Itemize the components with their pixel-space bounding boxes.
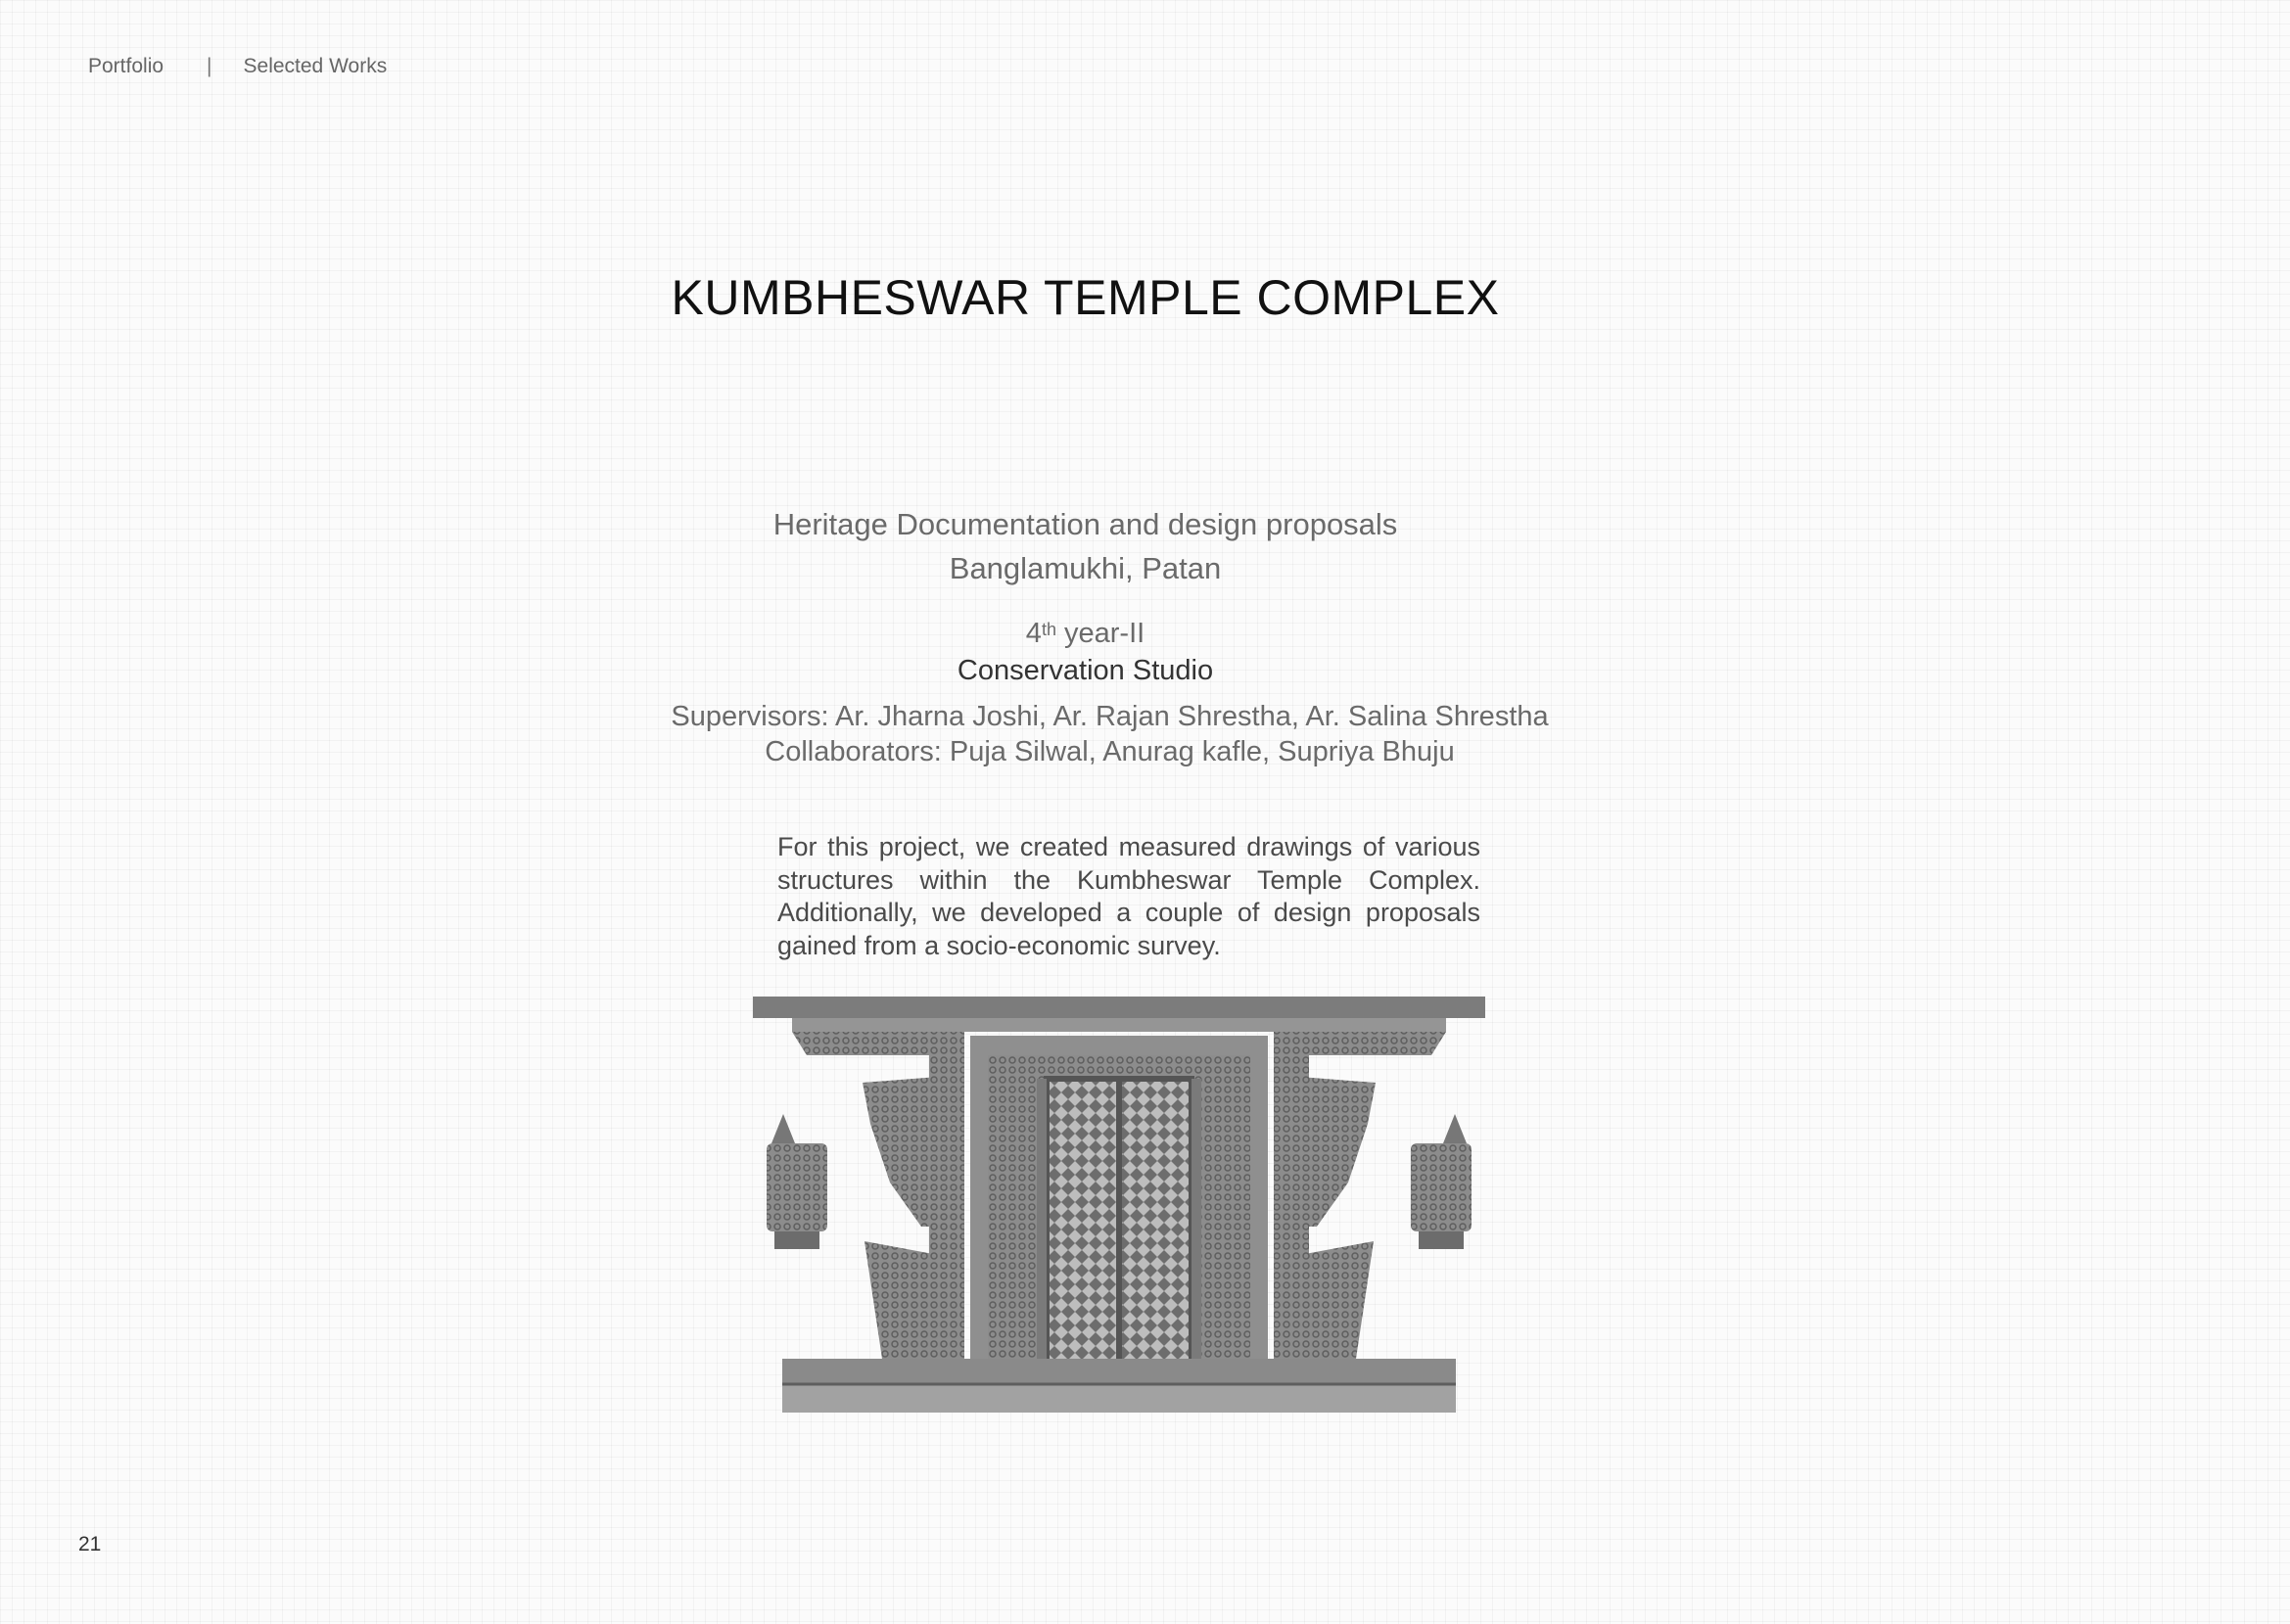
section-label: Selected Works <box>243 55 388 77</box>
right-lamp-ornament <box>1411 1114 1472 1249</box>
portfolio-label: Portfolio <box>88 55 164 77</box>
carved-doorway-image <box>753 997 1485 1413</box>
subtitle-line-1: Heritage Documentation and design proposals <box>772 507 1398 541</box>
studio-name: Conservation Studio <box>957 655 1214 686</box>
supervisors-line: Supervisors: Ar. Jharna Joshi, Ar. Rajan Shrestha, Ar. Salina Shrestha <box>671 701 1549 732</box>
credits <box>24 699 2195 769</box>
project-description: For this project, we created measured drawings of various structures within the Kumbheswar Temple Complex. Additionally, we developed a couple of design proposals gained from a socio-economic survey. <box>777 832 1480 960</box>
year-number: 4 <box>1025 618 1042 649</box>
collaborators-line: Collaborators: Puja Silwal, Anurag kafle, Supriya Bhuju <box>765 736 1455 767</box>
year-text: year-II <box>1055 618 1145 649</box>
subtitle-line-2: Banglamukhi, Patan <box>949 551 1222 585</box>
year-label <box>0 615 2171 652</box>
header-separator: | <box>207 55 212 77</box>
page-number: 21 <box>78 1533 102 1555</box>
year-suffix: th <box>1041 620 1056 639</box>
project-subtitle <box>0 502 2171 590</box>
running-header <box>88 55 387 78</box>
page-title: KUMBHESWAR TEMPLE COMPLEX <box>671 270 1500 325</box>
left-lamp-ornament <box>767 1114 827 1249</box>
